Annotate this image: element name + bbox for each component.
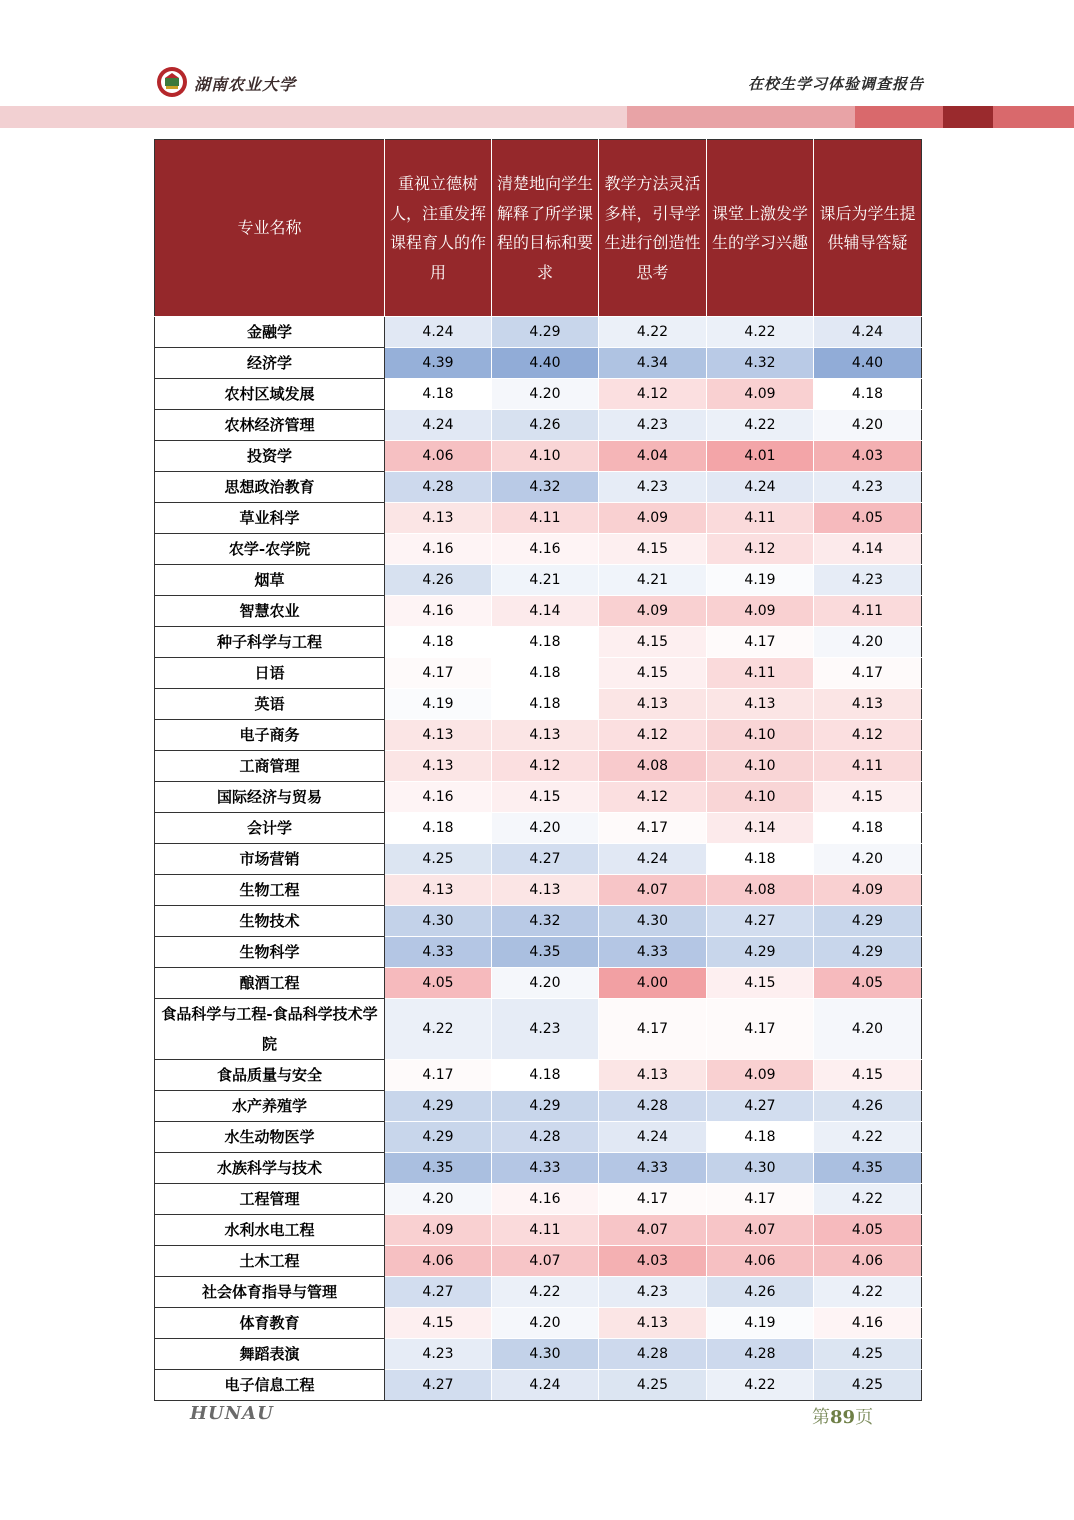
footer-logo-text: HUNAU	[190, 1403, 274, 1424]
score-cell: 4.20	[492, 379, 599, 410]
score-cell: 4.06	[385, 441, 492, 472]
score-cell: 4.19	[707, 565, 814, 596]
table-row	[155, 1091, 922, 1122]
score-cell: 4.39	[385, 348, 492, 379]
score-cell: 4.17	[385, 658, 492, 689]
score-cell: 4.22	[814, 1122, 922, 1153]
table-row	[155, 844, 922, 875]
score-cell: 4.22	[814, 1277, 922, 1308]
score-cell: 4.27	[707, 1091, 814, 1122]
major-name-cell: 土木工程	[155, 1246, 385, 1277]
table-row	[155, 782, 922, 813]
score-cell: 4.23	[599, 1277, 707, 1308]
major-name-cell: 农林经济管理	[155, 410, 385, 441]
score-cell: 4.20	[492, 813, 599, 844]
table-row	[155, 937, 922, 968]
major-name-cell: 电子信息工程	[155, 1370, 385, 1401]
score-cell: 4.18	[492, 1060, 599, 1091]
score-cell: 4.18	[385, 627, 492, 658]
score-cell: 4.11	[707, 503, 814, 534]
major-name-cell: 水产养殖学	[155, 1091, 385, 1122]
major-name-cell: 生物技术	[155, 906, 385, 937]
score-cell: 4.28	[599, 1091, 707, 1122]
score-cell: 4.24	[707, 472, 814, 503]
score-cell: 4.16	[814, 1308, 922, 1339]
score-cell: 4.07	[707, 1215, 814, 1246]
score-cell: 4.12	[599, 782, 707, 813]
major-name-cell: 水族科学与技术	[155, 1153, 385, 1184]
score-cell: 4.03	[599, 1246, 707, 1277]
score-cell: 4.10	[707, 751, 814, 782]
major-name-cell: 经济学	[155, 348, 385, 379]
score-cell: 4.14	[492, 596, 599, 627]
score-cell: 4.04	[599, 441, 707, 472]
score-cell: 4.24	[385, 410, 492, 441]
score-cell: 4.29	[814, 937, 922, 968]
page-header	[0, 0, 1074, 130]
score-cell: 4.11	[492, 503, 599, 534]
score-cell: 4.06	[814, 1246, 922, 1277]
score-cell: 4.24	[599, 1122, 707, 1153]
score-cell: 4.27	[385, 1370, 492, 1401]
score-cell: 4.15	[599, 534, 707, 565]
score-cell: 4.22	[707, 317, 814, 348]
score-cell: 4.35	[814, 1153, 922, 1184]
major-name-cell: 电子商务	[155, 720, 385, 751]
score-cell: 4.20	[814, 627, 922, 658]
score-cell: 4.28	[492, 1122, 599, 1153]
score-cell: 4.25	[814, 1370, 922, 1401]
score-cell: 4.14	[814, 534, 922, 565]
score-cell: 4.00	[599, 968, 707, 999]
score-cell: 4.22	[814, 1184, 922, 1215]
score-cell: 4.23	[599, 410, 707, 441]
major-name-cell: 酿酒工程	[155, 968, 385, 999]
score-cell: 4.09	[707, 596, 814, 627]
score-cell: 4.22	[707, 1370, 814, 1401]
score-cell: 4.26	[707, 1277, 814, 1308]
header-band	[627, 106, 855, 128]
table-row	[155, 999, 922, 1060]
column-header: 教学方法灵活多样，引导学生进行创造性思考	[599, 140, 707, 317]
score-cell: 4.30	[492, 1339, 599, 1370]
table-row	[155, 503, 922, 534]
score-cell: 4.17	[385, 1060, 492, 1091]
table-row	[155, 1184, 922, 1215]
score-cell: 4.23	[492, 999, 599, 1060]
score-cell: 4.29	[707, 937, 814, 968]
university-logo-icon	[156, 66, 188, 98]
score-cell: 4.15	[492, 782, 599, 813]
table-row	[155, 1060, 922, 1091]
score-cell: 4.28	[599, 1339, 707, 1370]
score-cell: 4.18	[492, 658, 599, 689]
table-row	[155, 534, 922, 565]
score-cell: 4.25	[599, 1370, 707, 1401]
score-cell: 4.29	[492, 317, 599, 348]
score-cell: 4.32	[492, 472, 599, 503]
score-cell: 4.19	[385, 689, 492, 720]
score-cell: 4.08	[599, 751, 707, 782]
header-band	[0, 106, 627, 128]
table-row	[155, 1339, 922, 1370]
score-cell: 4.18	[492, 689, 599, 720]
major-name-cell: 智慧农业	[155, 596, 385, 627]
major-name-cell: 烟草	[155, 565, 385, 596]
score-cell: 4.05	[385, 968, 492, 999]
score-cell: 4.30	[385, 906, 492, 937]
column-header: 专业名称	[155, 140, 385, 317]
table-row	[155, 441, 922, 472]
score-cell: 4.15	[707, 968, 814, 999]
page-number	[812, 1403, 873, 1429]
score-cell: 4.07	[599, 1215, 707, 1246]
score-cell: 4.32	[492, 906, 599, 937]
score-cell: 4.10	[707, 720, 814, 751]
score-cell: 4.26	[814, 1091, 922, 1122]
score-cell: 4.09	[707, 1060, 814, 1091]
major-name-cell: 农村区域发展	[155, 379, 385, 410]
score-cell: 4.32	[707, 348, 814, 379]
score-cell: 4.14	[707, 813, 814, 844]
score-cell: 4.19	[707, 1308, 814, 1339]
score-cell: 4.16	[385, 596, 492, 627]
score-cell: 4.29	[385, 1122, 492, 1153]
score-cell: 4.34	[599, 348, 707, 379]
score-cell: 4.33	[599, 937, 707, 968]
score-cell: 4.40	[814, 348, 922, 379]
score-cell: 4.13	[385, 875, 492, 906]
score-cell: 4.29	[385, 1091, 492, 1122]
column-header: 清楚地向学生解释了所学课程的目标和要求	[492, 140, 599, 317]
score-cell: 4.12	[599, 379, 707, 410]
score-cell: 4.20	[492, 968, 599, 999]
score-cell: 4.33	[385, 937, 492, 968]
score-cell: 4.22	[707, 410, 814, 441]
score-cell: 4.05	[814, 1215, 922, 1246]
score-cell: 4.24	[599, 844, 707, 875]
score-cell: 4.20	[814, 410, 922, 441]
score-cell: 4.12	[707, 534, 814, 565]
score-cell: 4.09	[599, 503, 707, 534]
major-name-cell: 农学-农学院	[155, 534, 385, 565]
satisfaction-table	[154, 139, 922, 1401]
major-name-cell: 社会体育指导与管理	[155, 1277, 385, 1308]
score-cell: 4.30	[707, 1153, 814, 1184]
score-cell: 4.17	[707, 627, 814, 658]
score-cell: 4.20	[385, 1184, 492, 1215]
score-cell: 4.15	[814, 782, 922, 813]
major-name-cell: 食品科学与工程-食品科学技术学院	[155, 999, 385, 1060]
score-cell: 4.09	[707, 379, 814, 410]
table-row	[155, 1277, 922, 1308]
page-prefix: 第	[812, 1407, 830, 1428]
report-title: 在校生学习体验调查报告	[747, 75, 924, 93]
score-cell: 4.27	[385, 1277, 492, 1308]
table-row	[155, 348, 922, 379]
major-name-cell: 投资学	[155, 441, 385, 472]
table-row	[155, 906, 922, 937]
page-number-value: 89	[830, 1407, 856, 1428]
score-cell: 4.13	[385, 503, 492, 534]
major-name-cell: 金融学	[155, 317, 385, 348]
column-header: 课后为学生提供辅导答疑	[814, 140, 922, 317]
score-cell: 4.11	[814, 751, 922, 782]
score-cell: 4.25	[385, 844, 492, 875]
major-name-cell: 英语	[155, 689, 385, 720]
score-cell: 4.24	[492, 1370, 599, 1401]
column-header: 重视立德树人，注重发挥课程育人的作用	[385, 140, 492, 317]
table-row	[155, 317, 922, 348]
score-cell: 4.27	[492, 844, 599, 875]
score-cell: 4.13	[814, 689, 922, 720]
table-row	[155, 627, 922, 658]
score-cell: 4.13	[385, 720, 492, 751]
major-name-cell: 草业科学	[155, 503, 385, 534]
score-cell: 4.40	[492, 348, 599, 379]
table-row	[155, 813, 922, 844]
score-cell: 4.13	[492, 875, 599, 906]
score-cell: 4.22	[599, 317, 707, 348]
score-cell: 4.23	[599, 472, 707, 503]
score-cell: 4.13	[385, 751, 492, 782]
score-cell: 4.07	[492, 1246, 599, 1277]
score-cell: 4.29	[814, 906, 922, 937]
major-name-cell: 舞蹈表演	[155, 1339, 385, 1370]
score-cell: 4.17	[707, 999, 814, 1060]
score-cell: 4.15	[599, 627, 707, 658]
score-cell: 4.35	[385, 1153, 492, 1184]
major-name-cell: 体育教育	[155, 1308, 385, 1339]
score-cell: 4.16	[492, 534, 599, 565]
score-cell: 4.15	[385, 1308, 492, 1339]
major-name-cell: 国际经济与贸易	[155, 782, 385, 813]
header-band	[993, 106, 1074, 128]
page-suffix: 页	[855, 1407, 874, 1428]
major-name-cell: 水利水电工程	[155, 1215, 385, 1246]
university-name: 湖南农业大学	[194, 75, 297, 94]
score-cell: 4.06	[707, 1246, 814, 1277]
score-cell: 4.13	[599, 1308, 707, 1339]
major-name-cell: 种子科学与工程	[155, 627, 385, 658]
major-name-cell: 水生动物医学	[155, 1122, 385, 1153]
score-cell: 4.16	[385, 782, 492, 813]
score-cell: 4.13	[599, 1060, 707, 1091]
score-cell: 4.03	[814, 441, 922, 472]
score-cell: 4.13	[492, 720, 599, 751]
score-cell: 4.27	[707, 906, 814, 937]
table-row	[155, 1215, 922, 1246]
score-cell: 4.15	[599, 658, 707, 689]
score-cell: 4.05	[814, 503, 922, 534]
table-row	[155, 472, 922, 503]
table-row	[155, 565, 922, 596]
score-cell: 4.11	[814, 596, 922, 627]
score-cell: 4.23	[814, 565, 922, 596]
score-cell: 4.21	[492, 565, 599, 596]
table-row	[155, 968, 922, 999]
score-cell: 4.18	[385, 813, 492, 844]
score-cell: 4.30	[599, 906, 707, 937]
table-row	[155, 1122, 922, 1153]
table-row	[155, 1153, 922, 1184]
header-band	[855, 106, 943, 128]
table-row	[155, 875, 922, 906]
table-body	[155, 317, 922, 1401]
table-row	[155, 1370, 922, 1401]
score-cell: 4.18	[707, 1122, 814, 1153]
header-band	[943, 106, 993, 128]
score-cell: 4.15	[814, 1060, 922, 1091]
score-cell: 4.18	[814, 813, 922, 844]
score-cell: 4.25	[814, 1339, 922, 1370]
score-cell: 4.33	[599, 1153, 707, 1184]
score-cell: 4.24	[814, 317, 922, 348]
score-cell: 4.01	[707, 441, 814, 472]
major-name-cell: 生物科学	[155, 937, 385, 968]
score-cell: 4.18	[385, 379, 492, 410]
score-cell: 4.22	[385, 999, 492, 1060]
score-cell: 4.24	[385, 317, 492, 348]
score-cell: 4.22	[492, 1277, 599, 1308]
score-cell: 4.18	[707, 844, 814, 875]
table-row	[155, 410, 922, 441]
major-name-cell: 思想政治教育	[155, 472, 385, 503]
score-cell: 4.12	[814, 720, 922, 751]
score-cell: 4.11	[492, 1215, 599, 1246]
major-name-cell: 日语	[155, 658, 385, 689]
score-cell: 4.16	[385, 534, 492, 565]
score-cell: 4.17	[599, 999, 707, 1060]
table-row	[155, 689, 922, 720]
score-cell: 4.33	[492, 1153, 599, 1184]
score-cell: 4.23	[814, 472, 922, 503]
major-name-cell: 食品质量与安全	[155, 1060, 385, 1091]
score-cell: 4.26	[492, 410, 599, 441]
score-cell: 4.35	[492, 937, 599, 968]
major-name-cell: 生物工程	[155, 875, 385, 906]
score-cell: 4.17	[814, 658, 922, 689]
score-cell: 4.12	[492, 751, 599, 782]
score-cell: 4.07	[599, 875, 707, 906]
score-cell: 4.09	[599, 596, 707, 627]
score-cell: 4.17	[599, 1184, 707, 1215]
table-row	[155, 658, 922, 689]
major-name-cell: 工商管理	[155, 751, 385, 782]
score-cell: 4.13	[707, 689, 814, 720]
table-row	[155, 379, 922, 410]
score-cell: 4.10	[707, 782, 814, 813]
score-cell: 4.13	[599, 689, 707, 720]
score-cell: 4.18	[492, 627, 599, 658]
table-row	[155, 1308, 922, 1339]
score-cell: 4.20	[492, 1308, 599, 1339]
major-name-cell: 市场营销	[155, 844, 385, 875]
score-cell: 4.12	[599, 720, 707, 751]
score-cell: 4.21	[599, 565, 707, 596]
table-row	[155, 596, 922, 627]
score-cell: 4.06	[385, 1246, 492, 1277]
score-cell: 4.17	[707, 1184, 814, 1215]
score-cell: 4.26	[385, 565, 492, 596]
column-header: 课堂上激发学生的学习兴趣	[707, 140, 814, 317]
score-cell: 4.28	[707, 1339, 814, 1370]
score-cell: 4.20	[814, 999, 922, 1060]
score-cell: 4.28	[385, 472, 492, 503]
score-cell: 4.23	[385, 1339, 492, 1370]
score-cell: 4.10	[492, 441, 599, 472]
major-name-cell: 会计学	[155, 813, 385, 844]
score-cell: 4.20	[814, 844, 922, 875]
score-cell: 4.17	[599, 813, 707, 844]
major-name-cell: 工程管理	[155, 1184, 385, 1215]
table-header-row	[155, 140, 922, 317]
score-cell: 4.11	[707, 658, 814, 689]
score-cell: 4.09	[814, 875, 922, 906]
table-row	[155, 1246, 922, 1277]
score-cell: 4.05	[814, 968, 922, 999]
score-cell: 4.18	[814, 379, 922, 410]
table-row	[155, 751, 922, 782]
score-cell: 4.08	[707, 875, 814, 906]
score-cell: 4.29	[492, 1091, 599, 1122]
table-row	[155, 720, 922, 751]
score-cell: 4.16	[492, 1184, 599, 1215]
score-cell: 4.09	[385, 1215, 492, 1246]
